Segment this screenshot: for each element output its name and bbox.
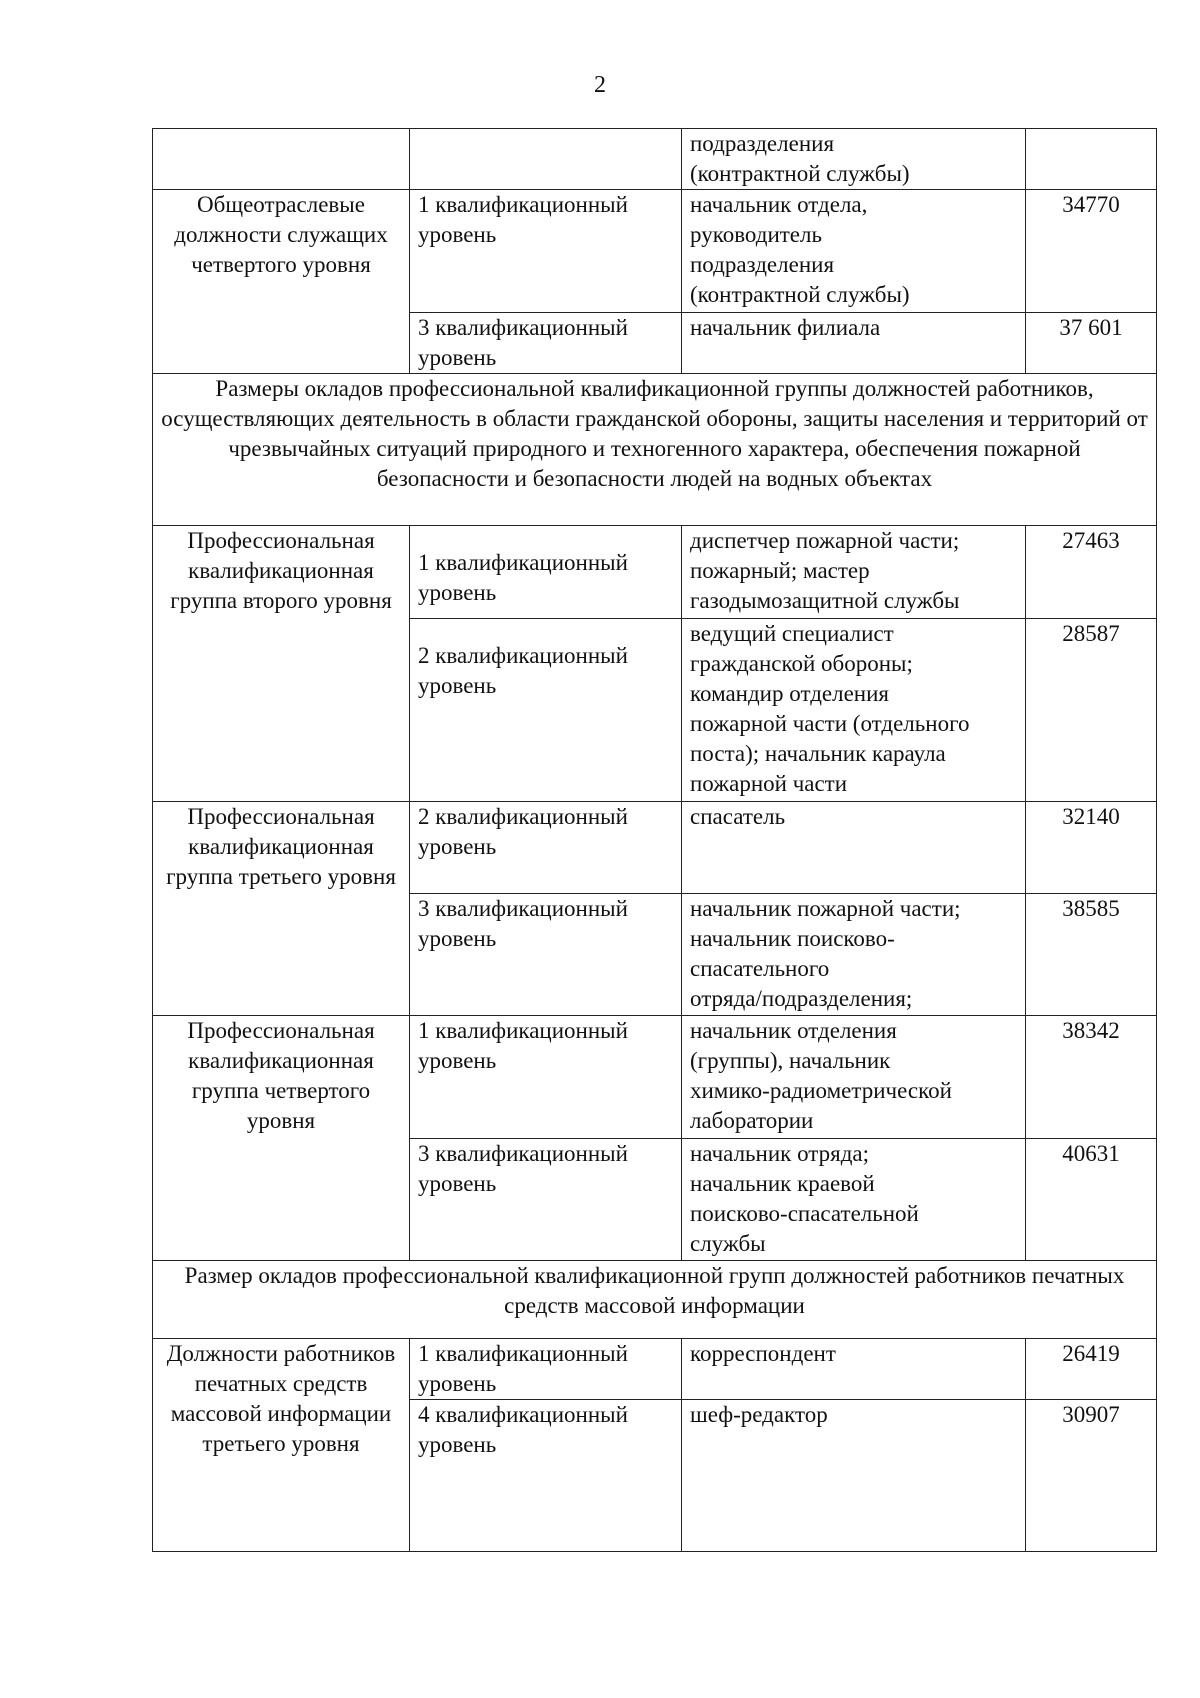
group-cell bbox=[153, 129, 410, 190]
amount-cell bbox=[1026, 129, 1157, 190]
level-cell: 4 квалификационный уровень bbox=[410, 1400, 682, 1552]
section-header-row bbox=[153, 374, 1157, 526]
amount-cell: 38342 bbox=[1026, 1016, 1157, 1139]
amount-cell: 30907 bbox=[1026, 1400, 1157, 1552]
position-cell: диспетчер пожарной части; пожарный; мастер газодымозащитной службы bbox=[682, 526, 1026, 619]
section-title: Размеры окладов профессиональной квалификационной группы должностей работников, осуществляющих деятельность в области гражданской обороны, защиты населения и территорий от чрезвычайных ситуаций природного и техногенного характера, обеспечения пожарной безопасности и безопасности людей на водных объектах bbox=[153, 374, 1157, 526]
position-cell: подразделения (контрактной службы) bbox=[682, 129, 1026, 190]
level-cell: 3 квалификационный уровень bbox=[410, 1139, 682, 1261]
position-cell: начальник пожарной части; начальник поисково- спасательного отряда/подразделения; bbox=[682, 894, 1026, 1016]
level-cell: 3 квалификационный уровень bbox=[410, 894, 682, 1016]
position-cell: начальник отдела, руководитель подразделения (контрактной службы) bbox=[682, 190, 1026, 313]
level-cell: 2 квалификационный уровень bbox=[410, 802, 682, 894]
amount-cell: 40631 bbox=[1026, 1139, 1157, 1261]
group-cell: Профессиональная квалификационная группа второго уровня bbox=[153, 526, 410, 802]
amount-cell: 28587 bbox=[1026, 619, 1157, 802]
level-cell: 2 квалификационный уровень bbox=[410, 619, 682, 802]
level-cell: 1 квалификационный уровень bbox=[410, 1016, 682, 1139]
level-cell: 1 квалификационный уровень bbox=[410, 526, 682, 619]
table-row bbox=[153, 1339, 1157, 1400]
table-row bbox=[153, 129, 1157, 190]
position-cell: спасатель bbox=[682, 802, 1026, 894]
table-row bbox=[153, 1016, 1157, 1139]
position-cell: корреспондент bbox=[682, 1339, 1026, 1400]
group-cell: Должности работников печатных средств массовой информации третьего уровня bbox=[153, 1339, 410, 1552]
position-cell: шеф-редактор bbox=[682, 1400, 1026, 1552]
level-cell bbox=[410, 129, 682, 190]
group-cell: Общеотраслевые должности служащих четвертого уровня bbox=[153, 190, 410, 374]
amount-cell: 38585 bbox=[1026, 894, 1157, 1016]
group-cell: Профессиональная квалификационная группа четвертого уровня bbox=[153, 1016, 410, 1261]
position-cell: начальник отряда; начальник краевой поисково-спасательной службы bbox=[682, 1139, 1026, 1261]
page-number: 2 bbox=[594, 72, 606, 98]
salary-table bbox=[152, 128, 1157, 1552]
amount-cell: 37 601 bbox=[1026, 313, 1157, 374]
amount-cell: 32140 bbox=[1026, 802, 1157, 894]
table-row bbox=[153, 526, 1157, 619]
position-cell: начальник филиала bbox=[682, 313, 1026, 374]
amount-cell: 34770 bbox=[1026, 190, 1157, 313]
group-cell: Профессиональная квалификационная группа третьего уровня bbox=[153, 802, 410, 1016]
amount-cell: 26419 bbox=[1026, 1339, 1157, 1400]
position-cell: ведущий специалист гражданской обороны; командир отделения пожарной части (отдельного поста); начальник караула пожарной части bbox=[682, 619, 1026, 802]
level-cell: 1 квалификационный уровень bbox=[410, 1339, 682, 1400]
section-header-row bbox=[153, 1261, 1157, 1339]
level-cell: 1 квалификационный уровень bbox=[410, 190, 682, 313]
amount-cell: 27463 bbox=[1026, 526, 1157, 619]
position-cell: начальник отделения (группы), начальник химико-радиометрической лаборатории bbox=[682, 1016, 1026, 1139]
section-title: Размер окладов профессиональной квалификационной групп должностей работников печатных средств массовой информации bbox=[153, 1261, 1157, 1339]
table-row bbox=[153, 802, 1157, 894]
level-cell: 3 квалификационный уровень bbox=[410, 313, 682, 374]
table-row bbox=[153, 190, 1157, 313]
